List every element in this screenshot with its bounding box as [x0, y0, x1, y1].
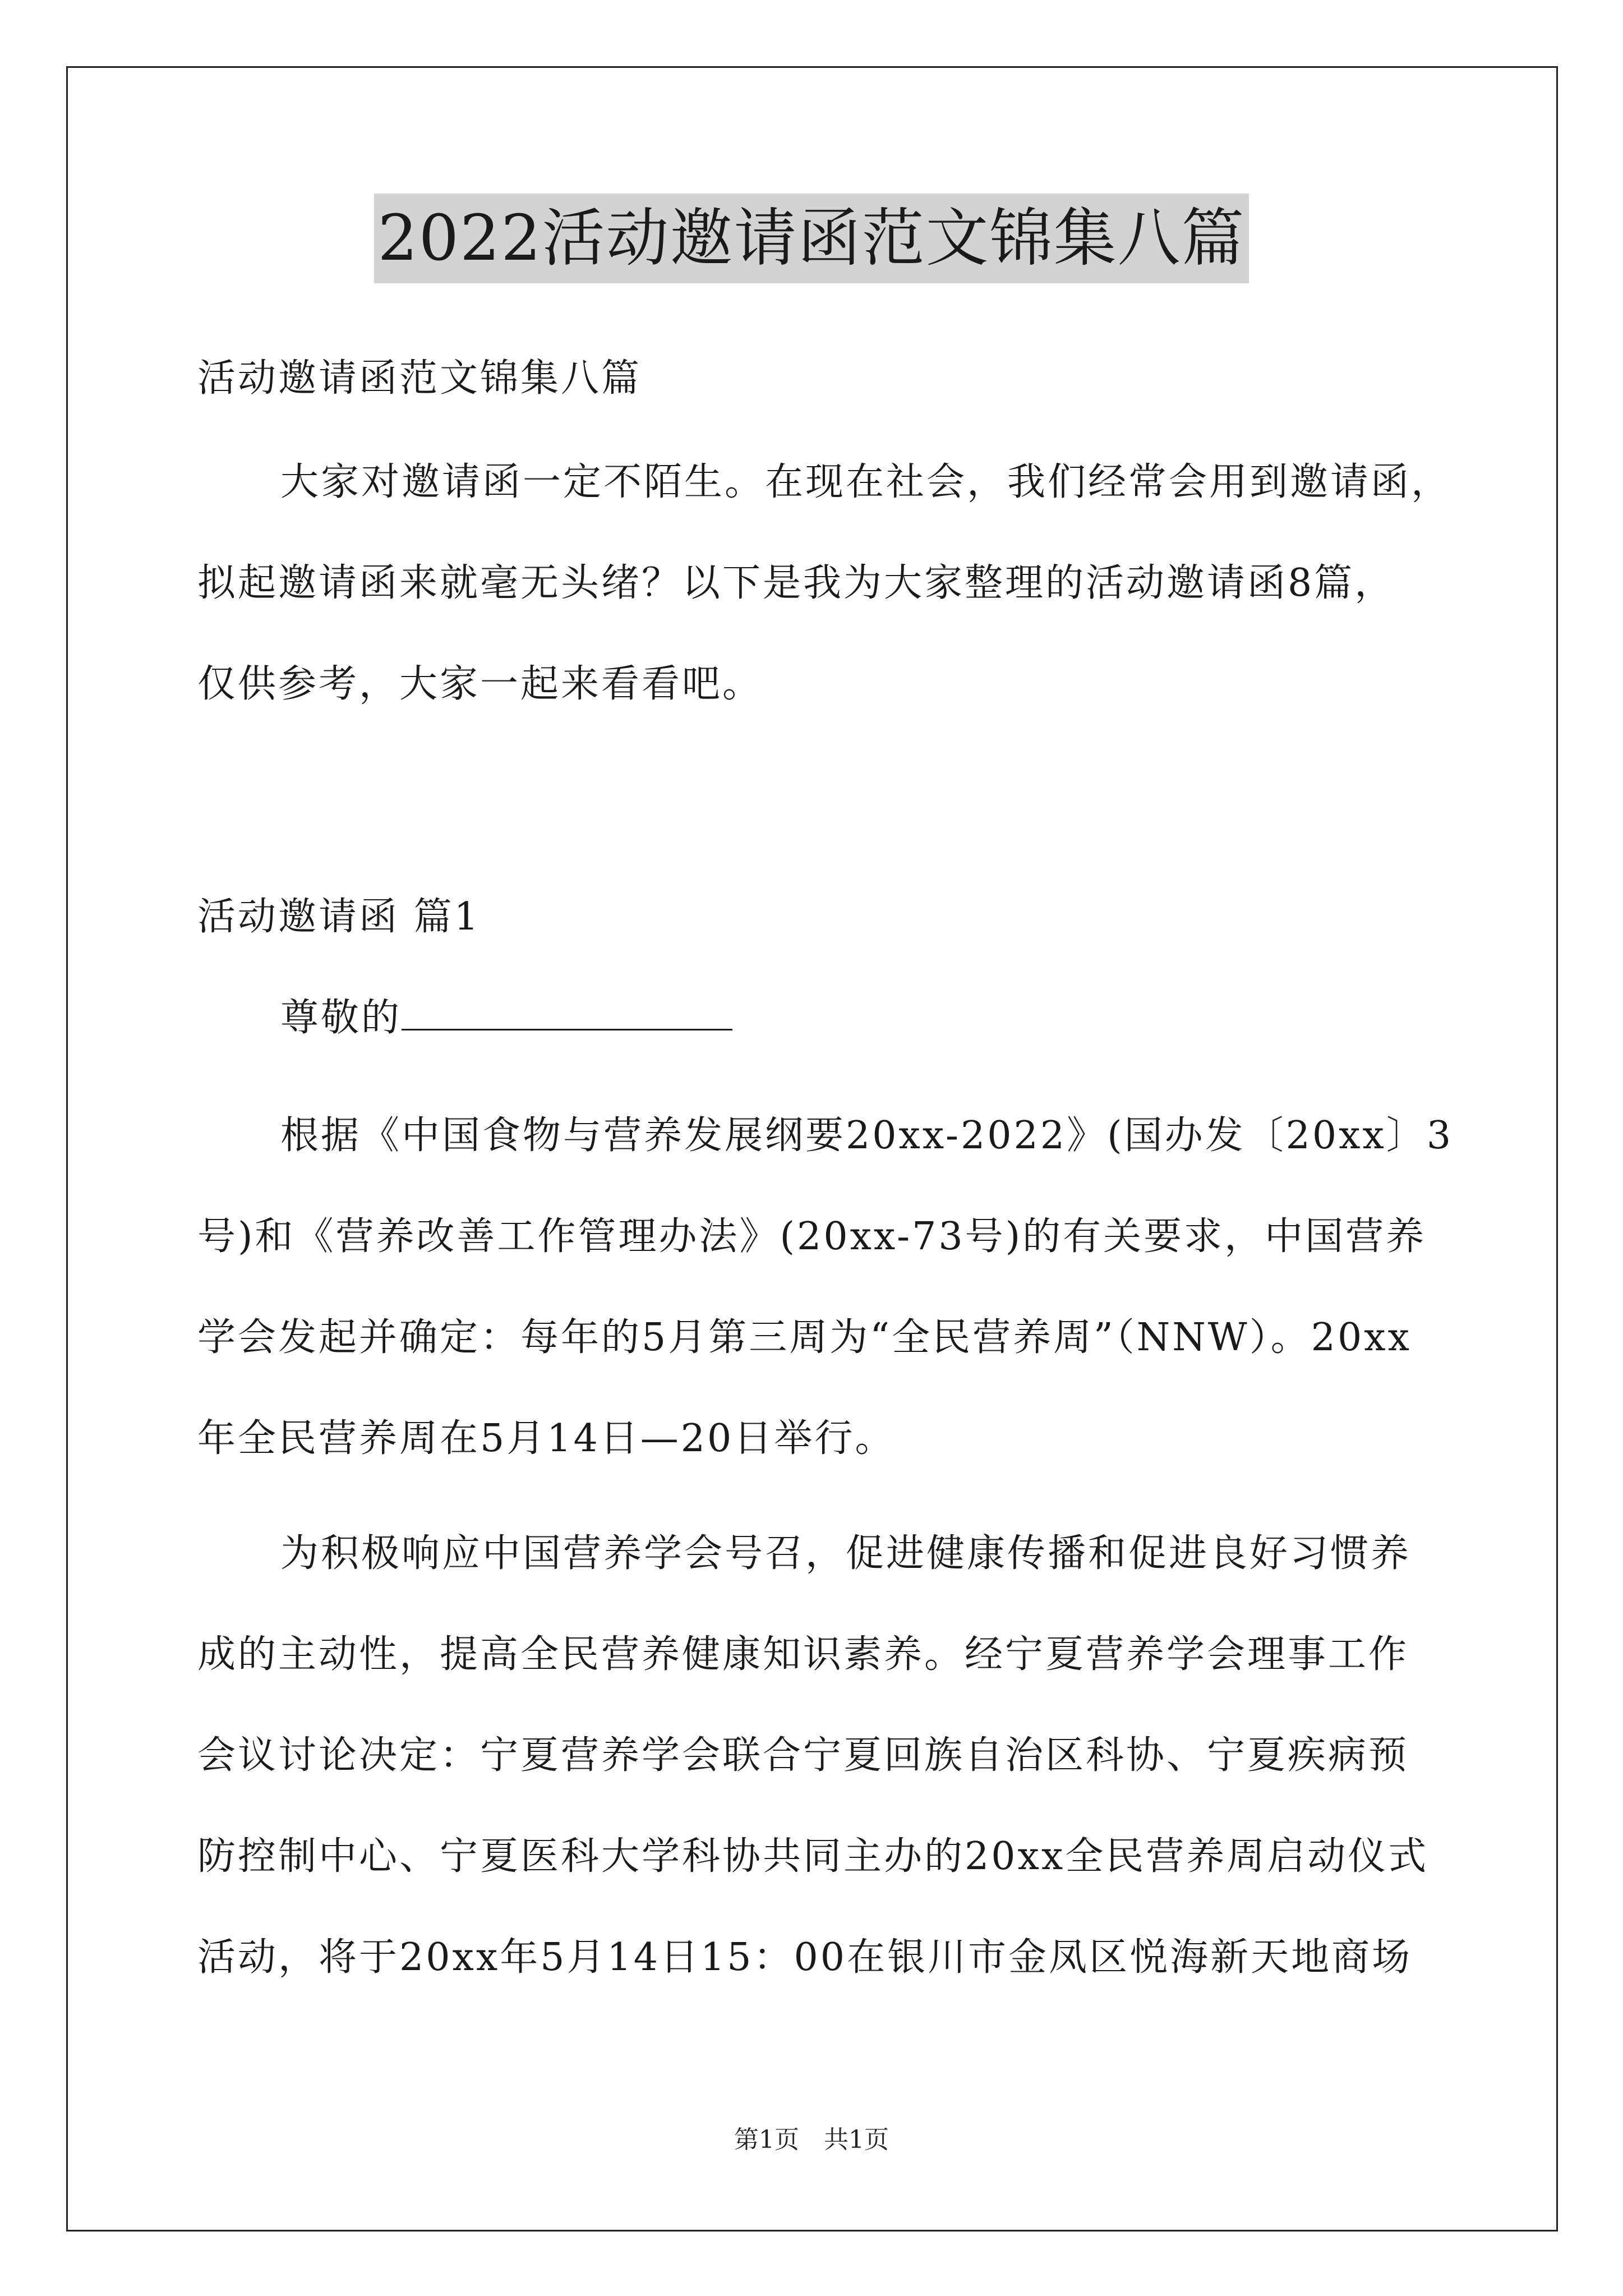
document-title: 2022活动邀请函范文锦集八篇: [374, 194, 1248, 283]
paragraph-line: 根据《中国食物与营养发展纲要20xx-2022》(国办发〔20xx〕3: [280, 1114, 1454, 1158]
paragraph-line: 活动，将于20xx年5月14日15：00在银川市金凤区悦海新天地商场: [197, 1935, 1413, 1980]
paragraph-line: 为积极响应中国营养学会号召，促进健康传播和促进良好习惯养: [280, 1531, 1412, 1576]
recipient-blank-line: [402, 991, 732, 1030]
title-container: [0, 194, 1623, 283]
section-heading: 活动邀请函 篇1: [197, 895, 481, 939]
paragraph-line: 防控制中心、宁夏医科大学科协共同主办的20xx全民营养周启动仪式: [197, 1834, 1429, 1879]
paragraph-line: 学会发起并确定：每年的5月第三周为“全民营养周”（NNW）。20xx: [197, 1315, 1412, 1360]
intro-line: 仅供参考，大家一起来看看吧。: [197, 662, 763, 706]
document-subtitle: 活动邀请函范文锦集八篇: [197, 356, 642, 401]
paragraph-line: 成的主动性，提高全民营养健康知识素养。经宁夏营养学会理事工作: [197, 1632, 1409, 1677]
paragraph-line: 年全民营养周在5月14日—20日举行。: [197, 1416, 896, 1461]
salutation-text: 尊敬的: [280, 996, 402, 1040]
page-footer: 第1页 共1页: [734, 2125, 889, 2154]
intro-line: 拟起邀请函来就毫无头绪？以下是我为大家整理的活动邀请函8篇，: [197, 561, 1395, 605]
salutation: [280, 990, 732, 1046]
paragraph-line: 号)和《营养改善工作管理办法》(20xx-73号)的有关要求，中国营养: [197, 1214, 1427, 1259]
intro-line: 大家对邀请函一定不陌生。在现在社会，我们经常会用到邀请函，: [280, 460, 1452, 504]
paragraph-line: 会议讨论决定：宁夏营养学会联合宁夏回族自治区科协、宁夏疾病预: [197, 1733, 1409, 1778]
